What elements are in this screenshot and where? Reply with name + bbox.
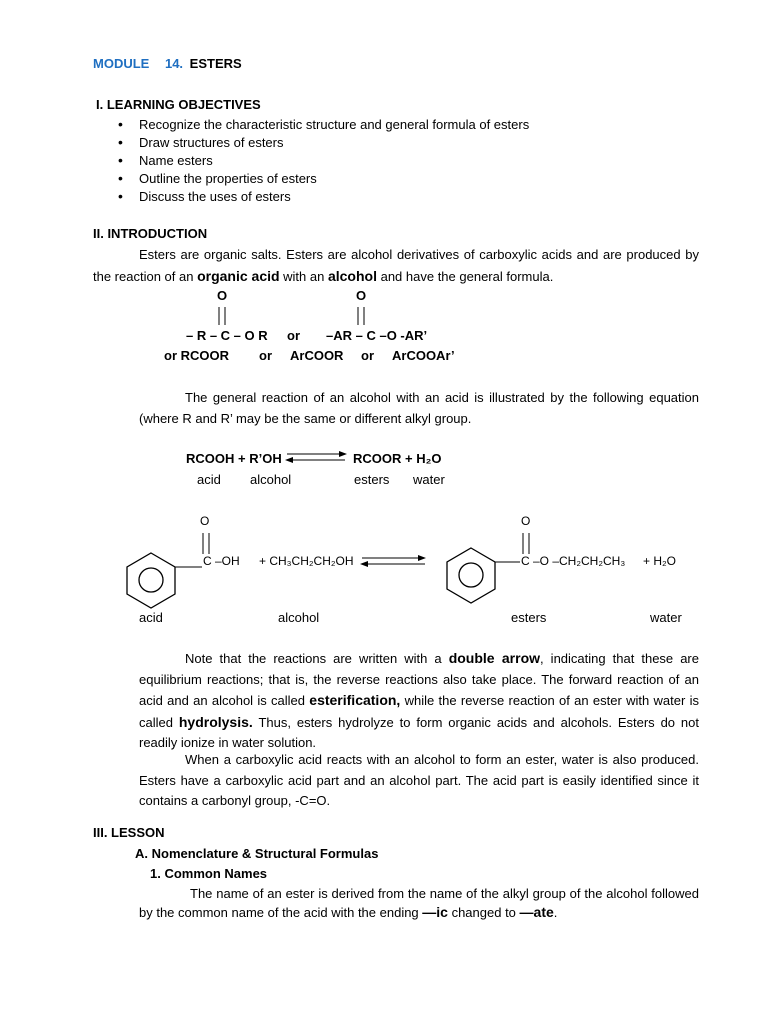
lesson-paragraph: The name of an ester is derived from the name of the alkyl group of the alcohol followed by the common name of the acid with the ending —ic changed to —ate. [139,886,699,920]
acid-oxygen: O [200,514,210,528]
formula-ar-coor: –AR – C –O -AR’ [326,328,428,343]
lesson-heading: III. LESSON [93,825,165,840]
alcohol-formula: + CH₃CH₂CH₂OH [259,554,354,568]
label-alcohol: alcohol [250,472,292,487]
label-acid: acid [197,472,221,487]
label-water: water [650,610,682,625]
formula-arcoor: ArCOOR [290,348,344,363]
label-esters: esters [511,610,547,625]
equation-reactants: RCOOH + R’OH [186,451,282,466]
label-water: water [413,472,445,487]
water-formula: + H₂O [643,554,676,568]
intro-heading: II. INTRODUCTION [93,226,208,241]
formula-r-coor: – R – C – O R [186,328,268,343]
formula-arcooar: ArCOOAr’ [392,348,455,363]
module-name: ESTERS [189,56,242,71]
intro-paragraph-2: The general reaction of an alcohol with an acid is illustrated by the following equation (where R and R’ may be the same or different alkyl group. [139,390,699,426]
objectives-heading: I. LEARNING OBJECTIVES [96,97,261,112]
lesson-subheading-1: 1. Common Names [150,866,268,881]
intro-paragraph-4: When a carboxylic acid reacts with an alcohol to form an ester, water is also produced. Esters have a carboxylic acid part and an alcohol part. The acid part is easily identified since it contains a carbonyl group, -C=O. [139,752,699,808]
label-acid: acid [139,610,163,625]
module-number: 14. [164,56,184,71]
formula-oxygen-2: O [356,288,367,303]
formula-or: or [287,328,300,343]
formula-or: or [361,348,374,363]
ester-oxygen: O [521,514,531,528]
acid-carboxyl: C –OH [203,554,240,568]
formula-oxygen-1: O [217,288,228,303]
label-alcohol: alcohol [278,610,320,625]
intro-paragraph-1: Esters are organic salts. Esters are alcohol derivatives of carboxylic acids and are produced by the reaction of an organic acid with an alcohol and have the general formula. [93,247,699,284]
ester-formula: C –O –CH₂CH₂CH₃ [521,554,626,568]
label-esters: esters [354,472,390,487]
formula-or: or [259,348,272,363]
formula-rcoor: or RCOOR [164,348,229,363]
module-label: MODULE [93,56,150,71]
lesson-subheading-a: A. Nomenclature & Structural Formulas [135,846,379,861]
intro-paragraph-3: Note that the reactions are written with a double arrow, indicating that these are equilibrium reactions; that is, the reverse reactions also take place. The forward reaction of an acid and an alcohol is called esterification, while the reverse reaction of an ester with water is called hydrolysis. Thus, esters hydrolyze to form organic acids and alcohols. Esters do not readily ionize in water solution. [139,650,699,750]
equation-products: RCOOR + H₂O [353,451,442,466]
